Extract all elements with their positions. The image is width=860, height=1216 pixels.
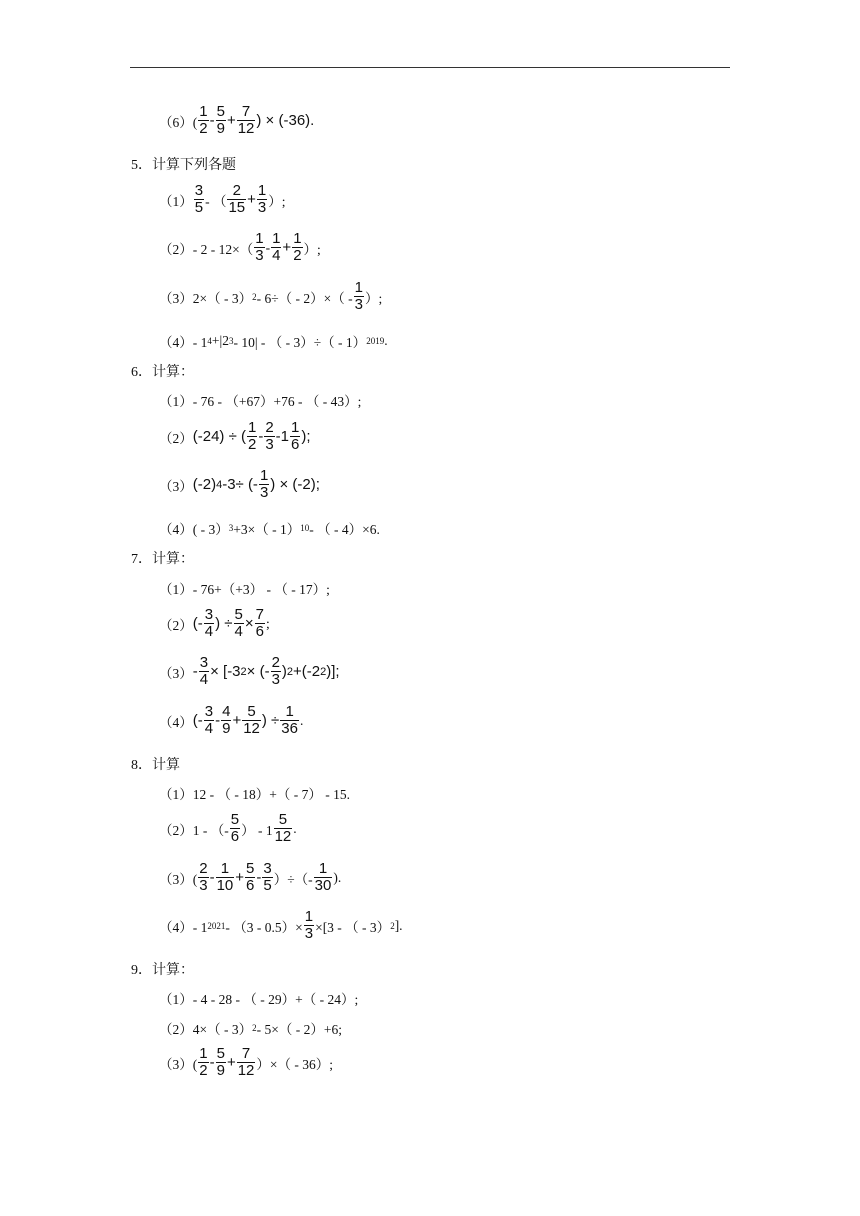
- numerator: 1: [220, 860, 230, 877]
- denominator: 2: [293, 247, 302, 264]
- expression-text: (-2): [192, 476, 217, 493]
- expression-text: ) ÷: [261, 712, 280, 729]
- problem-6-4: （4）( - 3） 3 +3×（ - 1） 10 - （ - 4）×6.: [159, 518, 380, 538]
- fraction: [247, 420, 257, 453]
- section-9-heading: [131, 959, 194, 979]
- expression-text: （3）2×（ - 3）: [159, 290, 253, 306]
- fraction: [304, 909, 314, 942]
- section-6-heading: [131, 361, 194, 381]
- expression-text: ×[3 - （ - 3）: [315, 919, 391, 935]
- denominator: 12: [237, 1062, 255, 1079]
- expression-text: -: [192, 663, 198, 680]
- expression-text: × [-3: [210, 663, 241, 680]
- problem-7-2: [159, 607, 270, 640]
- expression-text: （4）( - 3）: [159, 522, 229, 537]
- expression-text: .: [293, 820, 297, 836]
- fraction: [227, 183, 246, 216]
- denominator: 6: [255, 623, 264, 640]
- fraction: [237, 1046, 256, 1079]
- problem-4-6: [159, 104, 314, 137]
- expression-text: - （ - 4）×6.: [309, 522, 380, 537]
- expression-text: (-24) ÷ (: [192, 428, 246, 445]
- expression-text: （2）1 - （-: [159, 822, 229, 838]
- denominator: 36: [281, 720, 298, 737]
- fraction: [354, 280, 364, 313]
- expression-text: ）×（ - 36）;: [256, 1056, 334, 1072]
- fraction: [280, 704, 299, 737]
- numerator: 2: [232, 182, 241, 199]
- fraction: [216, 861, 235, 894]
- fraction: [314, 861, 333, 894]
- expression-text: ].: [394, 917, 403, 933]
- numerator: 3: [263, 860, 272, 877]
- fraction: [262, 861, 272, 894]
- numerator: 3: [199, 654, 209, 671]
- denominator: 3: [257, 199, 267, 216]
- denominator: 3: [271, 671, 280, 688]
- fraction: [264, 420, 274, 453]
- fraction: [198, 104, 208, 137]
- expression-text: -3÷ (-: [222, 476, 258, 493]
- fraction: [198, 861, 208, 894]
- numerator: 1: [259, 467, 269, 484]
- expression-text: （4）- 1: [159, 335, 208, 350]
- fraction: [259, 468, 269, 501]
- denominator: 9: [216, 120, 225, 137]
- expression-text: - （: [205, 193, 227, 209]
- expression-text: -1: [275, 428, 290, 445]
- numerator: 2: [265, 419, 274, 436]
- problem-9-2: （2）4×（ - 3） 2 - 5×（ - 2）+6;: [159, 1018, 342, 1038]
- expression-text: （3）(: [159, 871, 198, 887]
- fraction: [204, 607, 214, 640]
- expression-text: ) × (-2);: [270, 476, 320, 493]
- expression-text: （2）: [159, 617, 193, 633]
- expression-text: - 6÷（ - 2）×（ -: [256, 290, 353, 306]
- fraction: [216, 1046, 226, 1079]
- problem-9-1: [159, 988, 358, 1008]
- denominator: 15: [228, 199, 246, 216]
- expression-text: +: [232, 712, 242, 729]
- denominator: 6: [291, 436, 300, 453]
- expression-text: （4）- 1: [159, 919, 208, 935]
- denominator: 9: [216, 1062, 225, 1079]
- expression-text: -: [265, 239, 271, 255]
- expression-text: ）;: [303, 241, 321, 257]
- expression-text: （1）- 4 - 28 - （ - 29）+（ - 24）;: [159, 992, 359, 1007]
- problem-5-1: [159, 183, 286, 216]
- expression-text: )];: [326, 663, 340, 680]
- denominator: 2: [199, 120, 208, 137]
- numerator: 5: [230, 811, 240, 828]
- fraction: [255, 607, 265, 640]
- numerator: 3: [204, 703, 214, 720]
- expression-text: 6．计算：: [131, 365, 194, 380]
- expression-text: +: [235, 869, 245, 886]
- expression-text: +: [226, 112, 236, 129]
- fraction: [257, 183, 267, 216]
- expression-text: 8．计算: [131, 758, 180, 773]
- expression-text: +(-2: [293, 663, 321, 680]
- numerator: 1: [257, 182, 267, 199]
- denominator: 10: [216, 877, 234, 894]
- expression-text: );: [301, 428, 311, 445]
- expression-text: (-: [192, 615, 203, 632]
- expression-text: ）÷（-: [273, 871, 313, 887]
- expression-text: +: [282, 239, 292, 256]
- denominator: 4: [234, 623, 243, 640]
- problem-6-2: [159, 420, 311, 453]
- expression-text: -: [209, 1054, 215, 1071]
- problem-8-3: [159, 861, 341, 894]
- numerator: 7: [255, 606, 264, 623]
- numerator: 7: [241, 103, 251, 120]
- numerator: 1: [272, 230, 281, 247]
- expression-text: ).: [333, 869, 342, 885]
- numerator: 2: [199, 860, 208, 877]
- denominator: 4: [204, 720, 214, 737]
- problem-5-4: （4）- 1 4 +|2 3 - 10| - （ - 3）÷（ - 1） 2019 .: [159, 333, 388, 350]
- fraction: [271, 655, 281, 688]
- expression-text: ） - 1: [241, 822, 273, 838]
- expression-text: +|2: [211, 333, 229, 348]
- numerator: 1: [255, 230, 264, 247]
- expression-text: ) ÷: [215, 615, 233, 632]
- numerator: 4: [222, 703, 231, 720]
- problem-6-1: [159, 390, 361, 410]
- fraction: [216, 104, 226, 137]
- expression-text: （4）: [159, 714, 193, 730]
- expression-text: 7．计算：: [131, 552, 194, 567]
- denominator: 3: [265, 436, 274, 453]
- denominator: 6: [246, 877, 255, 894]
- numerator: 2: [271, 654, 280, 671]
- denominator: 4: [272, 247, 281, 264]
- expression-text: ): [281, 663, 287, 680]
- numerator: 1: [291, 419, 300, 436]
- expression-text: ) × (-36).: [256, 112, 315, 129]
- fraction: [237, 104, 256, 137]
- expression-text: - 5×（ - 2）+6;: [256, 1022, 342, 1037]
- problem-9-3: [159, 1046, 333, 1079]
- expression-text: ×: [244, 615, 254, 632]
- fraction: [198, 1046, 208, 1079]
- expression-text: （1）- 76 - （+67）+76 - （ - 43）;: [159, 394, 362, 409]
- denominator: 2: [247, 436, 257, 453]
- header-rule: [130, 67, 730, 68]
- denominator: 12: [243, 720, 260, 737]
- numerator: 3: [204, 606, 214, 623]
- section-5-heading: [131, 154, 236, 174]
- problem-8-2: [159, 812, 297, 845]
- expression-text: - （3 - 0.5）×: [225, 919, 303, 935]
- expression-text: ）;: [268, 193, 286, 209]
- numerator: 5: [278, 811, 288, 828]
- fraction: [254, 231, 264, 264]
- expression-text: +: [226, 1054, 236, 1071]
- numerator: 1: [199, 103, 208, 120]
- fraction: [234, 607, 244, 640]
- denominator: 6: [230, 828, 240, 845]
- expression-text: （3）(: [159, 1056, 198, 1072]
- denominator: 3: [259, 484, 269, 501]
- expression-text: +3×（ - 1）: [233, 522, 301, 537]
- fraction: [204, 704, 214, 737]
- denominator: 3: [304, 925, 314, 942]
- numerator: 3: [194, 182, 204, 199]
- expression-text: （2）- 2 - 12×（: [159, 241, 254, 257]
- numerator: 7: [241, 1045, 251, 1062]
- problem-7-4: [159, 704, 303, 737]
- problem-7-3: （3） - $\frac{3}{4}$ × [-3 2 × (- $\frac{2}{3}$ ) 2 +(-2 2 )];: [159, 654, 340, 688]
- numerator: 5: [216, 1045, 225, 1062]
- expression-text: ）;: [364, 290, 383, 306]
- expression-text: （2）: [159, 430, 193, 446]
- expression-text: -: [215, 712, 221, 729]
- numerator: 1: [304, 908, 314, 925]
- numerator: 1: [247, 419, 257, 436]
- denominator: 30: [314, 877, 332, 894]
- expression-text: （6）(: [159, 114, 198, 130]
- problem-8-1: [159, 783, 350, 803]
- expression-text: 5．计算下列各题: [131, 158, 236, 173]
- expression-text: （2）4×（ - 3）: [159, 1022, 253, 1037]
- expression-text: （3）: [159, 478, 193, 494]
- expression-text: （1）12 - （ - 18）+（ - 7） - 15.: [159, 787, 350, 802]
- fraction: [199, 655, 209, 688]
- fraction: [271, 231, 281, 264]
- problem-7-1: [159, 578, 330, 598]
- fraction: [245, 861, 255, 894]
- fraction: [242, 704, 261, 737]
- expression-text: × (-: [246, 663, 270, 680]
- denominator: 4: [199, 671, 209, 688]
- numerator: 1: [318, 860, 328, 877]
- expression-text: -: [209, 112, 215, 129]
- numerator: 5: [247, 703, 256, 720]
- denominator: 3: [354, 296, 363, 313]
- problem-8-4: （4）- 1 2021 - （3 - 0.5）× $\frac{1}{3}$ ×[3 - （ - 3） 2 ].: [159, 908, 403, 942]
- fraction: [221, 704, 231, 737]
- denominator: 12: [274, 828, 292, 845]
- expression-text: +: [247, 191, 256, 208]
- expression-text: （3）: [159, 665, 193, 681]
- denominator: 3: [255, 247, 264, 264]
- expression-text: -: [256, 869, 262, 886]
- numerator: 5: [234, 606, 243, 623]
- denominator: 12: [237, 120, 255, 137]
- fraction: [290, 420, 300, 453]
- denominator: 5: [194, 199, 204, 216]
- expression-text: -: [258, 428, 264, 445]
- numerator: 1: [354, 279, 363, 296]
- expression-text: 9．计算：: [131, 963, 194, 978]
- denominator: 3: [199, 877, 208, 894]
- problem-5-3: （3）2×（ - 3） 2 - 6÷（ - 2）×（ - $\frac{1}{3}$ ）;: [159, 279, 383, 313]
- expression-text: （1）: [159, 193, 193, 209]
- fraction: [194, 183, 204, 216]
- denominator: 4: [204, 623, 214, 640]
- expression-text: .: [299, 712, 304, 728]
- problem-6-3: （3） (-2) 4 -3÷ (- $\frac{1}{3}$ ) × (-2);: [159, 467, 320, 501]
- denominator: 5: [263, 877, 272, 894]
- section-8-heading: [131, 754, 180, 774]
- expression-text: .: [384, 333, 388, 348]
- expression-text: ;: [265, 615, 270, 631]
- expression-text: (-: [192, 712, 203, 729]
- numerator: 5: [246, 860, 255, 877]
- expression-text: -: [209, 869, 215, 886]
- expression-text: （1）- 76+（+3） - （ - 17）;: [159, 582, 330, 597]
- numerator: 1: [285, 703, 294, 720]
- denominator: 9: [222, 720, 231, 737]
- fraction: [274, 812, 293, 845]
- numerator: 5: [216, 103, 225, 120]
- fraction: [230, 812, 240, 845]
- problem-5-2: [159, 231, 321, 264]
- numerator: 1: [293, 230, 302, 247]
- fraction: [292, 231, 302, 264]
- expression-text: - 10| - （ - 3）÷（ - 1）: [233, 335, 367, 350]
- numerator: 1: [199, 1045, 208, 1062]
- section-7-heading: [131, 548, 194, 568]
- denominator: 2: [199, 1062, 208, 1079]
